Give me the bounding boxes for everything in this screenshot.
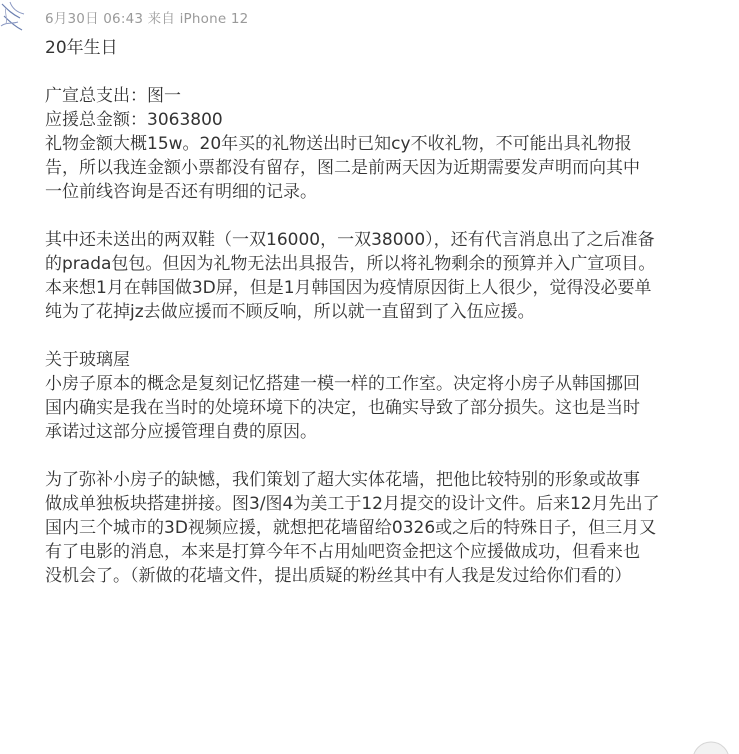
section-heading: 关于玻璃屋 (45, 350, 130, 370)
post-line: 承诺过这部分应援管理自费的原因。 (45, 422, 317, 442)
post-meta (45, 7, 248, 27)
post-line: 其中还未送出的两双鞋（一双16000，一双38000），还有代言消息出了之后准备 (45, 230, 655, 250)
post-line: 本来想1月在韩国做3D屏，但是1月韩国因为疫情原因街上人很少，觉得没必要单 (45, 278, 652, 298)
avatar-doodle-icon (0, 0, 28, 34)
paragraph-gap (45, 324, 725, 348)
post-body (45, 36, 725, 588)
post-line: 为了弥补小房子的缺憾，我们策划了超大实体花墙，把他比较特别的形象或故事 (45, 470, 640, 490)
post-line: 广宣总支出：图一 (45, 86, 181, 106)
post-source: 来自 iPhone 12 (147, 11, 249, 27)
post-line: 应援总金额：3063800 (45, 110, 223, 130)
scroll-to-top-icon[interactable] (691, 730, 731, 754)
avatar[interactable] (0, 0, 28, 34)
post-line: 国内确实是我在当时的处境环境下的决定，也确实导致了部分损失。这也是当时 (45, 398, 640, 418)
post-line: 纯为了花掉jz去做应援而不顾反响，所以就一直留到了入伍应援。 (45, 302, 535, 322)
post-title: 20年生日 (45, 38, 118, 58)
post-line: 的prada包包。但因为礼物无法出具报告，所以将礼物剩余的预算并入广宣项目。 (45, 254, 656, 274)
post-line: 国内三个城市的3D视频应援，就想把花墙留给0326或之后的特殊日子，但三月又 (45, 518, 657, 538)
post-line: 礼物金额大概15w。20年买的礼物送出时已知cy不收礼物，不可能出具礼物报 (45, 134, 632, 154)
post-line: 告，所以我连金额小票都没有留存，图二是前两天因为近期需要发声明而向其中 (45, 158, 640, 178)
post-line: 一位前线咨询是否还有明细的记录。 (45, 182, 317, 202)
post-line: 小房子原本的概念是复刻记忆搭建一模一样的工作室。决定将小房子从韩国挪回 (45, 374, 640, 394)
paragraph-gap (45, 444, 725, 468)
paragraph-gap (45, 204, 725, 228)
paragraph-gap (45, 60, 725, 84)
post-timestamp[interactable]: 6月30日 06:43 (45, 11, 144, 27)
post-line: 做成单独板块搭建拼接。图3/图4为美工于12月提交的设计文件。后来12月先出了 (45, 494, 660, 514)
post-line: 没机会了。（新做的花墙文件，提出质疑的粉丝其中有人我是发过给你们看的） (45, 566, 632, 586)
post-line: 有了电影的消息，本来是打算今年不占用灿吧资金把这个应援做成功，但看来也 (45, 542, 640, 562)
